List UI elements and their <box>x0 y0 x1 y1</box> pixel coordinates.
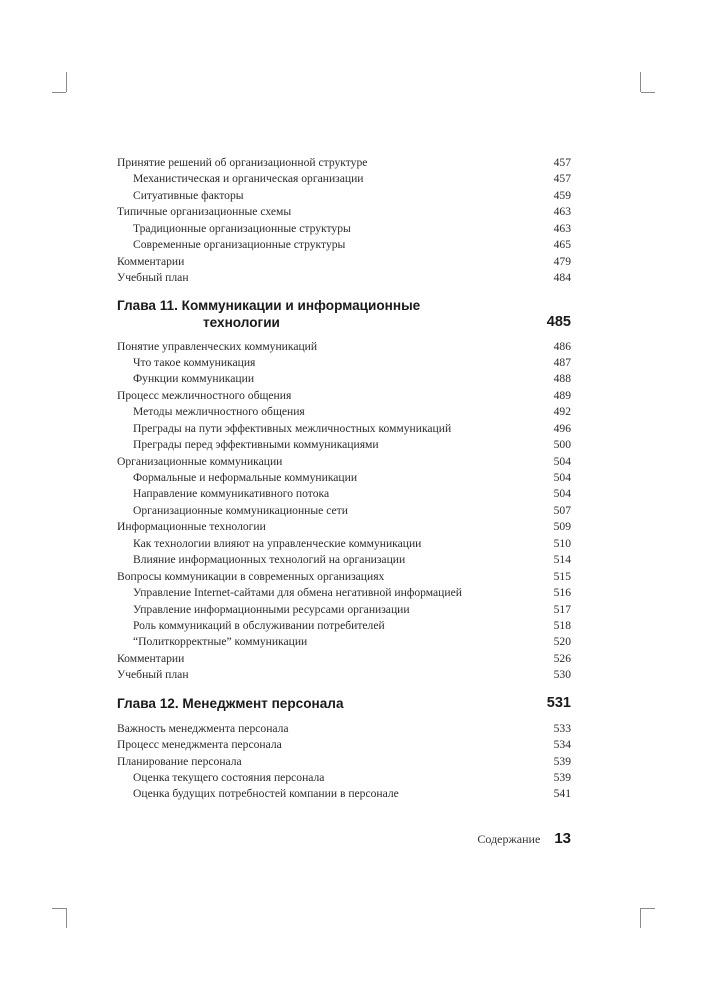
toc-entry-title: Учебный план <box>117 271 189 285</box>
toc-entry <box>117 155 571 171</box>
toc-entry-title: Планирование персонала <box>117 754 242 768</box>
crop-mark-top-right-h <box>641 92 655 93</box>
toc-entry <box>117 371 571 387</box>
toc-entry-page: 507 <box>553 503 571 517</box>
toc-entry-title: Традиционные организационные структуры <box>133 221 351 235</box>
toc-entry-title: Преграды на пути эффективных межличностных коммуникаций <box>133 421 452 435</box>
toc-entry-page: 517 <box>553 602 571 616</box>
chapter-title-line1: Глава 11. Коммуникации и информационные <box>117 297 421 313</box>
toc-entry <box>117 602 571 618</box>
toc-entry <box>117 421 571 437</box>
toc-entry-page: 534 <box>553 738 571 752</box>
toc-entry-page: 504 <box>553 454 571 468</box>
toc-entry-title: Комментарии <box>117 651 185 665</box>
toc-entry <box>117 454 571 470</box>
toc-entry-title: Роль коммуникаций в обслуживании потребителей <box>133 618 385 632</box>
crop-mark-bottom-left-h <box>52 908 66 909</box>
toc-entry-title: Как технологии влияют на управленческие коммуникации <box>133 536 422 550</box>
toc-entry <box>117 519 571 535</box>
toc-entry-title: Учебный план <box>117 668 189 682</box>
toc-entry-title: “Политкорректные” коммуникации <box>133 635 308 649</box>
running-footer-label: Содержание <box>477 832 541 846</box>
toc-entry <box>117 339 571 355</box>
toc-entry-title: Направление коммуникативного потока <box>133 487 330 501</box>
toc-entry-page: 500 <box>553 438 571 452</box>
toc-entry <box>117 651 571 667</box>
chapter-heading <box>117 695 571 712</box>
toc-entry <box>117 188 571 204</box>
chapter-title-line1: Глава 12. Менеджмент персонала <box>117 695 344 711</box>
toc-entry <box>117 204 571 220</box>
toc-entry-title: Влияние информационных технологий на организации <box>133 553 406 567</box>
page-footer <box>477 830 571 847</box>
toc-entry-title: Организационные коммуникации <box>117 454 283 468</box>
toc-entry-title: Вопросы коммуникации в современных организациях <box>117 569 385 583</box>
toc-entry-page: 539 <box>553 754 571 768</box>
crop-mark-bottom-right <box>640 908 641 928</box>
toc-entry-page: 530 <box>553 668 571 682</box>
toc-entry-title: Понятие управленческих коммуникаций <box>117 339 318 353</box>
toc-entry-title: Типичные организационные схемы <box>117 205 292 219</box>
toc-entry <box>117 721 571 737</box>
toc-entry <box>117 770 571 786</box>
toc-entry <box>117 754 571 770</box>
toc-entry <box>117 486 571 502</box>
toc-entry-page: 488 <box>553 372 571 386</box>
toc-entry-title: Управление Internet-сайтами для обмена негативной информацией <box>133 586 462 600</box>
toc-entry-title: Организационные коммуникационные сети <box>133 503 348 517</box>
chapter-page: 531 <box>546 694 571 711</box>
toc-entry <box>117 737 571 753</box>
toc-entry <box>117 503 571 519</box>
toc-entry-page: 515 <box>553 569 571 583</box>
toc-entry-page: 459 <box>553 188 571 202</box>
crop-mark-top-left-h <box>52 92 66 93</box>
toc-entry-title: Преграды перед эффективными коммуникациями <box>133 438 379 452</box>
toc-entry <box>117 404 571 420</box>
crop-mark-top-right <box>640 72 641 92</box>
chapter-page: 485 <box>546 313 571 330</box>
toc-entry-page: 520 <box>553 635 571 649</box>
toc-entry-title: Процесс межличностного общения <box>117 388 292 402</box>
toc-entry <box>117 585 571 601</box>
toc-entry-page: 465 <box>553 238 571 252</box>
chapter-title-line2: технологии <box>203 314 280 330</box>
toc-entry <box>117 437 571 453</box>
toc-entry-page: 539 <box>553 771 571 784</box>
toc-entry-page: 457 <box>553 172 571 186</box>
toc-entry-title: Формальные и неформальные коммуникации <box>133 471 358 484</box>
toc-entry <box>117 270 571 286</box>
crop-mark-bottom-left <box>66 908 67 928</box>
toc-entry-page: 533 <box>553 721 571 735</box>
toc-entry-title: Важность менеджмента персонала <box>117 721 289 735</box>
toc-entry-page: 489 <box>553 388 571 402</box>
toc-entry-page: 516 <box>553 586 571 600</box>
toc-entry <box>117 536 571 552</box>
toc-entry <box>117 786 571 802</box>
toc-entry-title: Процесс менеджмента персонала <box>117 738 282 752</box>
toc-entry-title: Комментарии <box>117 254 185 268</box>
chapter-heading <box>117 297 571 331</box>
toc-entry <box>117 254 571 270</box>
toc-entry-title: Принятие решений об организационной структуре <box>117 156 368 169</box>
toc-entry <box>117 618 571 634</box>
toc-entry-title: Оценка будущих потребностей компании в персонале <box>133 787 399 801</box>
toc-entry-page: 541 <box>553 787 571 801</box>
toc-entry-page: 509 <box>553 520 571 534</box>
toc-entry-title: Механистическая и органическая организации <box>133 172 364 186</box>
toc-entry <box>117 355 571 371</box>
toc-entry-page: 463 <box>553 205 571 219</box>
page-number: 13 <box>554 830 571 847</box>
toc-entry-page: 514 <box>553 553 571 567</box>
toc-entry <box>117 634 571 650</box>
toc-entry-title: Что такое коммуникация <box>133 355 256 369</box>
toc-entry-page: 479 <box>553 254 571 268</box>
toc-entry-page: 492 <box>553 405 571 419</box>
toc-entry-page: 504 <box>553 487 571 501</box>
crop-mark-top-left <box>66 72 67 92</box>
toc-entry <box>117 237 571 253</box>
toc-entry <box>117 569 571 585</box>
toc-entry-title: Оценка текущего состояния персонала <box>133 771 325 784</box>
toc-entry-page: 486 <box>553 339 571 353</box>
toc-entry-page: 496 <box>553 421 571 435</box>
toc-entry-title: Функции коммуникации <box>133 372 255 386</box>
toc-entry-title: Информационные технологии <box>117 520 266 534</box>
toc-entry-title: Современные организационные структуры <box>133 238 346 252</box>
chapter-title-line2-row <box>117 314 571 331</box>
toc-entry <box>117 470 571 486</box>
toc-entry-title: Управление информационными ресурсами организации <box>133 602 410 616</box>
toc-entry-page: 510 <box>553 536 571 550</box>
toc-entry <box>117 667 571 683</box>
toc-entry-title: Методы межличностного общения <box>133 405 305 419</box>
toc-entry <box>117 552 571 568</box>
toc-entry <box>117 171 571 187</box>
toc-entry-page: 463 <box>553 221 571 235</box>
toc-entry <box>117 388 571 404</box>
toc-entry-page: 518 <box>553 618 571 632</box>
toc-entry-page: 487 <box>553 355 571 369</box>
toc-entry-page: 484 <box>553 271 571 285</box>
crop-mark-bottom-right-h <box>641 908 655 909</box>
toc-entry-page: 457 <box>553 156 571 169</box>
toc-entry <box>117 221 571 237</box>
toc-entry-page: 504 <box>553 471 571 484</box>
toc-entry-title: Ситуативные факторы <box>133 188 244 202</box>
toc-entry-page: 526 <box>553 651 571 665</box>
table-of-contents <box>117 155 571 803</box>
